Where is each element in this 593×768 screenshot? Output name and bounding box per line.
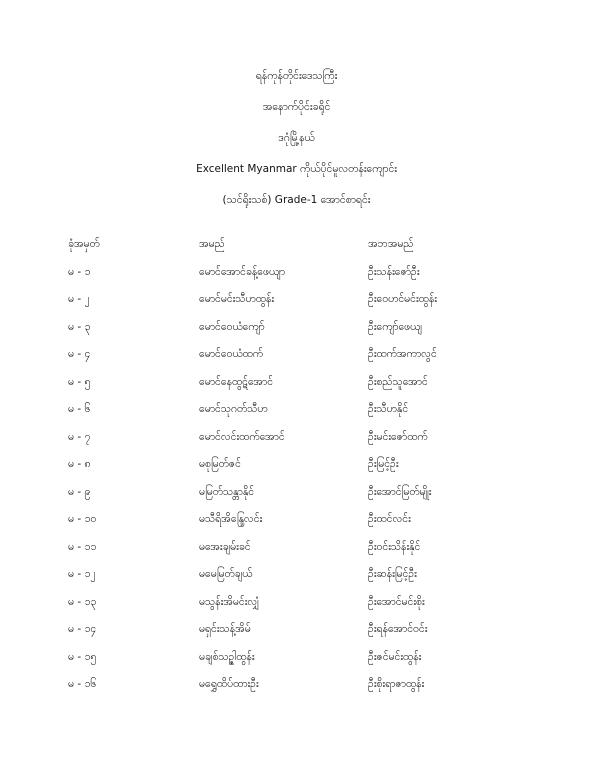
table-row <box>68 321 538 349</box>
document-header <box>0 70 593 225</box>
father-name-cell: ဦးမြင့်ဦး <box>368 458 399 470</box>
student-name-cell: မောင်ဝေယံထက် <box>199 348 264 360</box>
table-header-row <box>68 238 538 266</box>
student-name-cell: မသီရိအိန္ဒြေလင်း <box>199 513 263 525</box>
student-name-cell: မောင်မင်းသီဟထွန်း <box>199 293 275 305</box>
student-name-cell: မရွှေထိပ်ထားဦး <box>199 678 259 690</box>
seat-number-cell: မ - ၁၂ <box>68 568 96 580</box>
father-name-cell: ဦးကျော်ဖေယျ <box>368 320 422 333</box>
table-row <box>68 458 538 486</box>
student-name-cell: မောင်ဝေယံကျော် <box>199 320 265 333</box>
father-name-cell: ဦးဇင်မင်းထွန်း <box>368 650 422 663</box>
student-name-cell: မချစ်သဥ္ဇါထွန်း <box>199 650 255 663</box>
father-name-cell: ဦးဝင်းသိန်းနိုင် <box>368 540 421 553</box>
seat-number-cell: မ - ၅ <box>68 375 91 388</box>
seat-number-cell: မ - ၄ <box>68 348 91 360</box>
father-name-cell: ဦးထက်အကာလွင် <box>368 348 437 360</box>
student-name-cell: မောင်နေထွဋ်အောင် <box>199 375 274 388</box>
region-title: ရန်ကုန်တိုင်းဒေသကြီး <box>255 70 338 82</box>
column-header-seat-number: ခုံအမှတ် <box>68 238 100 250</box>
township-title: ဒဂုံမြို့နယ် <box>278 132 315 144</box>
father-name-cell: ဦးဆန်းမြင့်ဦး <box>368 568 417 580</box>
father-name-cell: ဦးထင်လင်း <box>368 513 411 525</box>
table-row <box>68 623 538 651</box>
student-name-cell: မအေးချမ်းခင် <box>199 540 251 553</box>
table-row <box>68 348 538 376</box>
student-name-cell: မောင်လင်းထက်အောင် <box>199 430 285 443</box>
student-name-cell: မမြတ်သန္တာနိုင် <box>199 485 255 498</box>
table-row <box>68 568 538 596</box>
student-name-cell: မောင်အောင်ခန့်ဖေယျာ <box>199 265 286 278</box>
list-title: (သင်ရိုးသစ်) Grade-1 အောင်စာရင်း <box>222 194 371 206</box>
seat-number-cell: မ - ၁၆ <box>68 678 97 690</box>
father-name-cell: ဦးဝေဟင်မင်းထွန်း <box>368 293 437 305</box>
seat-number-cell: မ - ၁ <box>68 265 91 278</box>
table-row <box>68 596 538 624</box>
seat-number-cell: မ - ၁၃ <box>68 595 97 608</box>
table-row <box>68 486 538 514</box>
table-row <box>68 293 538 321</box>
district-title: အနောက်ပိုင်းခရိုင် <box>262 101 331 113</box>
column-header-father-name: အဘအမည် <box>368 238 414 250</box>
table-row <box>68 431 538 459</box>
results-table <box>68 238 538 706</box>
student-name-cell: မရှင်းသန့်အိမ် <box>199 623 251 635</box>
table-row <box>68 678 538 706</box>
seat-number-cell: မ - ၃ <box>68 320 91 333</box>
father-name-cell: ဦးအောင်မြတ်မျိုး <box>368 485 432 498</box>
father-name-cell: ဦးမင်းဇော်ထက် <box>368 430 428 443</box>
father-name-cell: ဦးသီဟနိုင် <box>368 403 409 415</box>
student-name-cell: မစုမြတ်ဇင် <box>199 458 241 470</box>
seat-number-cell: မ - ၇ <box>68 430 91 443</box>
seat-number-cell: မ - ၁၀ <box>68 513 97 525</box>
seat-number-cell: မ - ၁၄ <box>68 623 97 635</box>
father-name-cell: ဦးသန်းဇော်ဦး <box>368 265 420 278</box>
seat-number-cell: မ - ၈ <box>68 458 91 470</box>
student-name-cell: မောင်သုဂတ်သီဟ <box>199 403 268 415</box>
seat-number-cell: မ - ၁၁ <box>68 540 97 553</box>
table-row <box>68 266 538 294</box>
student-name-cell: မမေမြတ်ချယ် <box>199 568 253 580</box>
table-row <box>68 651 538 679</box>
father-name-cell: ဦးစည်သူအောင် <box>368 375 428 388</box>
table-row <box>68 376 538 404</box>
school-title: Excellent Myanmar ကိုယ်ပိုင်မူလတန်းကျောင်း <box>196 163 397 175</box>
father-name-cell: ဦးစိုးရာဇာထွန်း <box>368 678 425 690</box>
seat-number-cell: မ - ၁၅ <box>68 650 97 663</box>
father-name-cell: ဦးရန်အောင်ဝင်း <box>368 623 428 635</box>
student-name-cell: မသွန်းအိမင်းလျှံ <box>199 595 260 608</box>
column-header-name: အမည် <box>199 238 225 250</box>
table-row <box>68 513 538 541</box>
seat-number-cell: မ - ၂ <box>68 293 90 305</box>
seat-number-cell: မ - ၆ <box>68 403 91 415</box>
father-name-cell: ဦးအောင်မင်းစိုး <box>368 595 425 608</box>
seat-number-cell: မ - ၉ <box>68 485 91 498</box>
table-row <box>68 541 538 569</box>
table-row <box>68 403 538 431</box>
